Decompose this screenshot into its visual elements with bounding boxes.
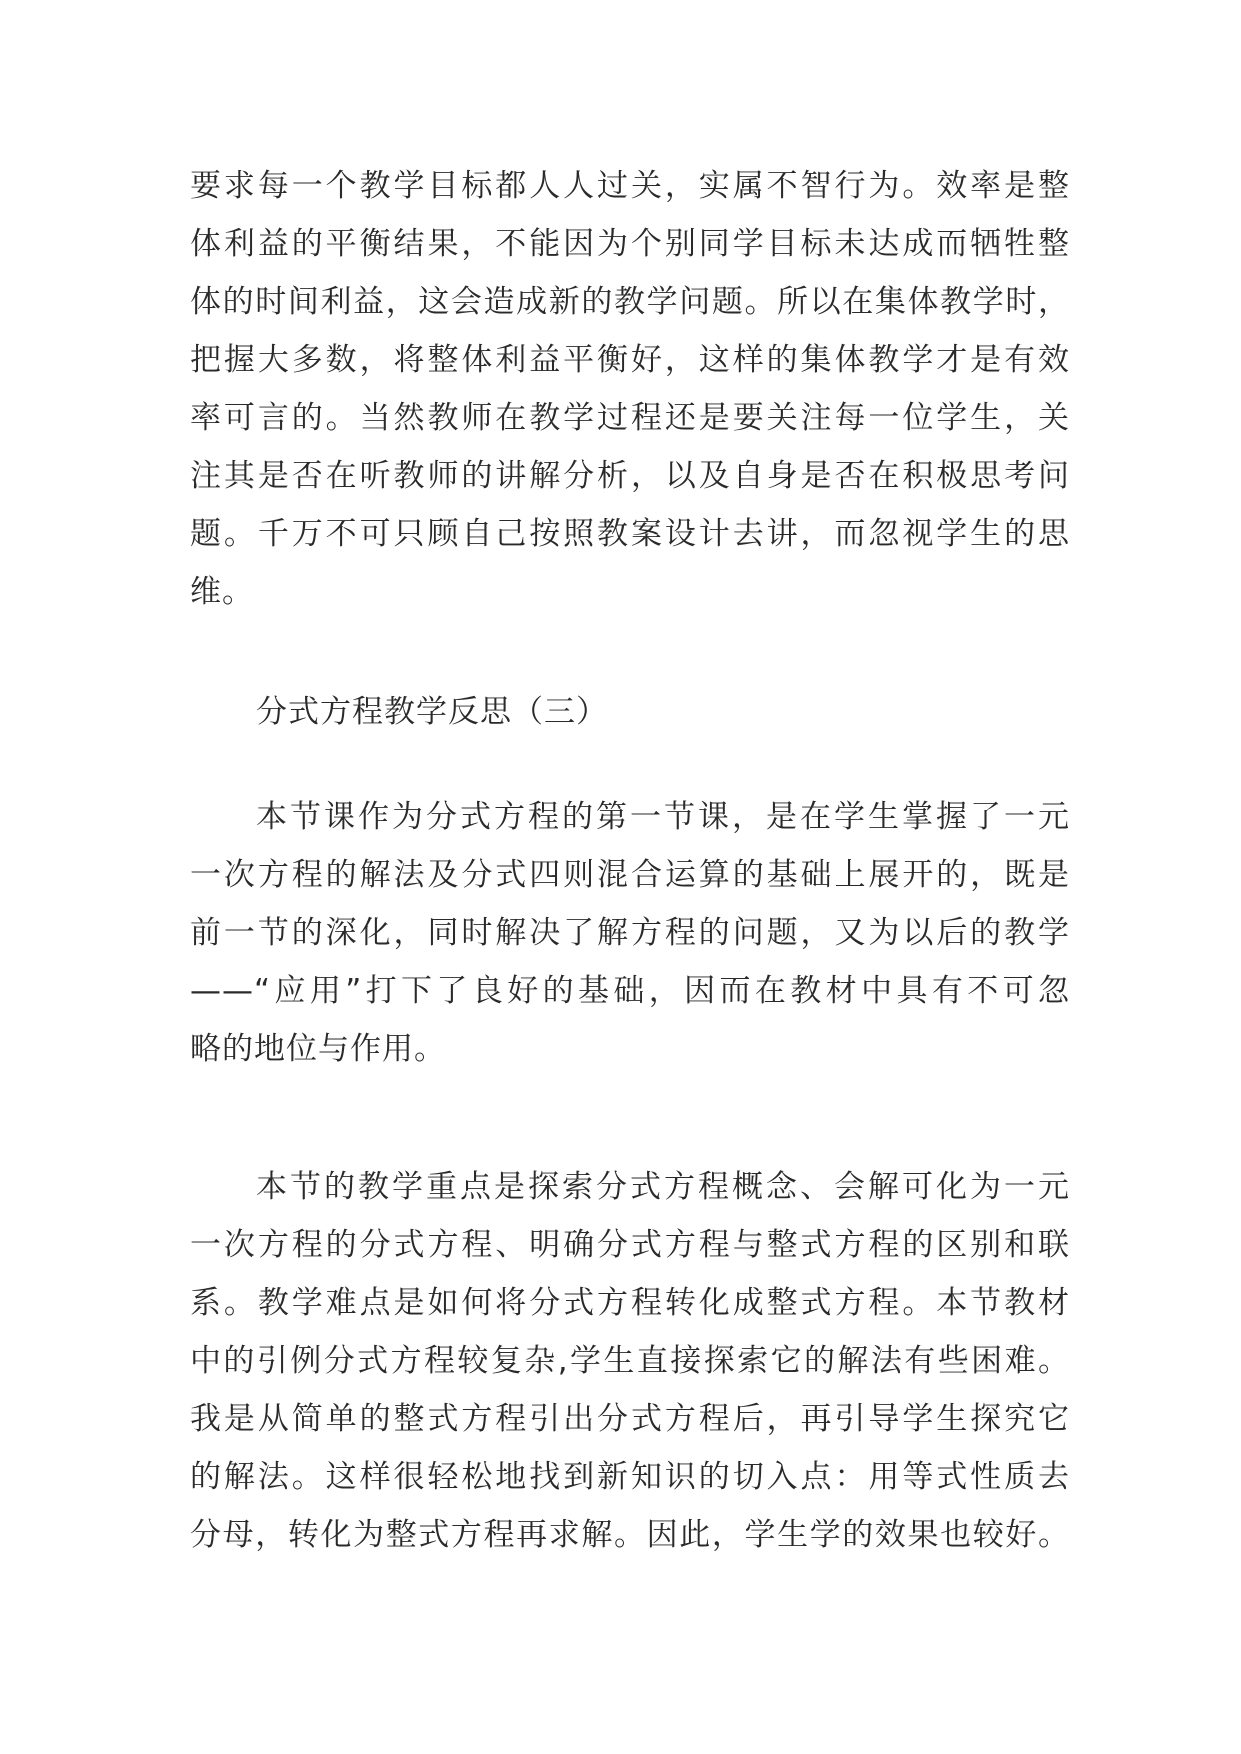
paragraph-line: 要求每一个教学目标都人人过关，实属不智行为。效率是整 [190,168,1070,204]
paragraph-line: 前一节的深化，同时解决了解方程的问题，又为以后的教学 [190,915,1070,951]
paragraph-line: ——“应用”打下了良好的基础，因而在教材中具有不可忽 [190,973,1070,1009]
paragraph-line: 略的地位与作用。 [190,1031,446,1067]
paragraph-2 [190,788,1070,1078]
paragraph-line: 率可言的。当然教师在教学过程还是要关注每一位学生，关 [190,400,1070,436]
paragraph-line: 我是从简单的整式方程引出分式方程后，再引导学生探究它 [190,1401,1070,1437]
paragraph-line: 一次方程的分式方程、明确分式方程与整式方程的区别和联 [190,1227,1070,1263]
paragraph-line: 体的时间利益，这会造成新的教学问题。所以在集体教学时， [190,284,1070,320]
paragraph-line: 维。 [190,574,254,610]
paragraph-3 [190,1158,1070,1564]
paragraph-line: 把握大多数，将整体利益平衡好，这样的集体教学才是有效 [190,342,1070,378]
paragraph-line: 体利益的平衡结果，不能因为个别同学目标未达成而牺牲整 [190,226,1070,262]
paragraph-1 [190,157,1070,621]
paragraph-line: 系。教学难点是如何将分式方程转化成整式方程。本节教材 [190,1285,1070,1321]
paragraph-line: 分母，转化为整式方程再求解。因此，学生学的效果也较好。 [190,1517,1070,1553]
paragraph-line: 本节的教学重点是探索分式方程概念、会解可化为一元 [256,1169,1070,1205]
paragraph-line: 的解法。这样很轻松地找到新知识的切入点：用等式性质去 [190,1459,1070,1495]
paragraph-line: 本节课作为分式方程的第一节课，是在学生掌握了一元 [256,799,1070,835]
paragraph-line: 题。千万不可只顾自己按照教案设计去讲，而忽视学生的思 [190,516,1070,552]
paragraph-line: 一次方程的解法及分式四则混合运算的基础上展开的，既是 [190,857,1070,893]
paragraph-line: 中的引例分式方程较复杂,学生直接探索它的解法有些困难。 [190,1343,1070,1379]
paragraph-line: 注其是否在听教师的讲解分析，以及自身是否在积极思考问 [190,458,1070,494]
section-heading: 分式方程教学反思（三） [256,694,608,730]
